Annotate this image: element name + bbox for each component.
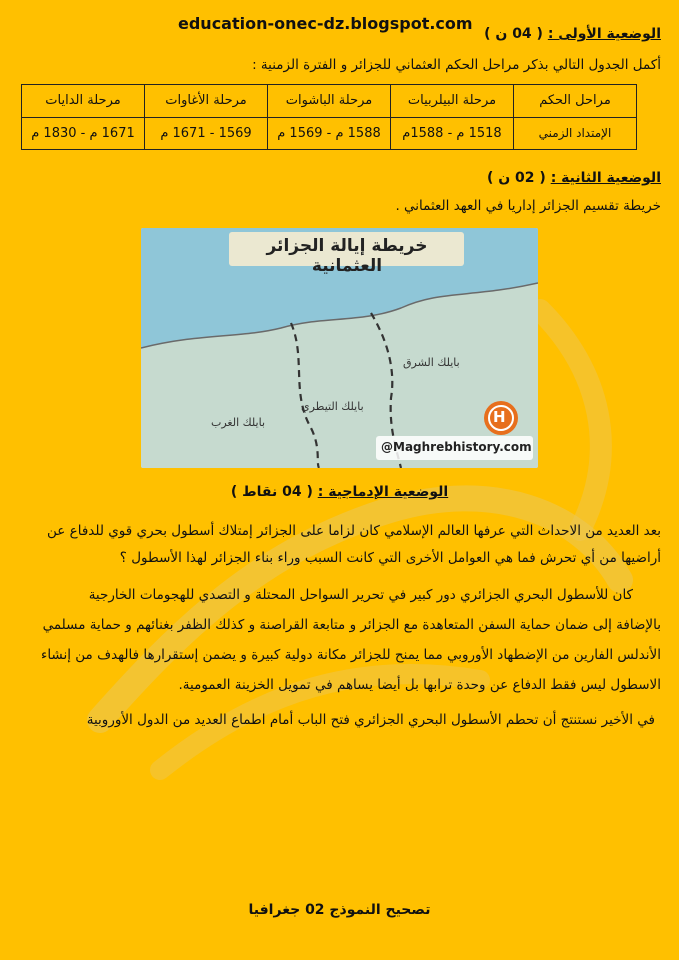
answer-line: الاسطول ليس فقط الدفاع عن وحدة ترابها بل أيضا يساهم في تمويل الخزينة العمومية. — [178, 677, 661, 693]
map-caption: خريطة تقسيم الجزائر إداريا في العهد العثماني . — [395, 198, 661, 214]
table-cell: 1569 - 1671 م — [145, 117, 268, 150]
map-logo: H — [493, 408, 506, 426]
table-cell: 1518 م - 1588م — [391, 117, 514, 150]
footer-title: تصحيح النموذج 02 جغرافيا — [248, 902, 431, 918]
map-title: خريطة إيالة الجزائر العثمانية — [266, 236, 428, 276]
map-label-titteri: بايلك التيطري — [301, 400, 364, 413]
section3-points: ( 04 نقاط ) — [230, 484, 313, 500]
map-credit: @Maghrebhistory.com — [381, 440, 532, 454]
section2-title: الوضعية الثانية : — [550, 170, 661, 186]
table-cell: الإمتداد الزمني — [514, 117, 637, 150]
table-cell: 1671 م - 1830 م — [22, 117, 145, 150]
periods-table — [21, 84, 637, 150]
map-label-east: بايلك الشرق — [403, 356, 460, 369]
section1-points: ( 04 ن ) — [484, 26, 543, 42]
section1-heading — [484, 26, 661, 42]
site-url: education-onec-dz.blogspot.com — [178, 14, 473, 33]
section3-answer — [16, 586, 661, 694]
table-cell: مرحلة البيلربيات — [391, 85, 514, 118]
table-row — [22, 85, 637, 118]
table-cell: مرحلة الباشوات — [268, 85, 391, 118]
table-cell: 1588 م - 1569 م — [268, 117, 391, 150]
table-row — [22, 117, 637, 150]
answer-line: الأندلس الفارين من الإضطهاد الأوروبي مما يمنح للجزائر مكانة دولية كبيرة و يضمن إستقرارها فالهدف من إنشاء — [40, 647, 661, 663]
section3-heading — [0, 484, 679, 500]
section3-intro — [16, 522, 661, 567]
table-cell: مراحل الحكم — [514, 85, 637, 118]
table-cell: مرحلة الأغاوات — [145, 85, 268, 118]
map-label-west: بايلك الغرب — [211, 416, 266, 429]
section1-title: الوضعية الأولى : — [547, 26, 661, 42]
section3-conclusion: في الأخير نستنتج أن تحطم الأسطول البحري الجزائري فتح الباب أمام اطماع العديد من الدول الأوروبية — [86, 712, 655, 728]
section3-title: الوضعية الإدماجية : — [317, 484, 449, 500]
answer-line: كان للأسطول البحري الجزائري دور كبير في تحرير السواحل المحتلة و التصدي للهجومات الخارجية — [88, 587, 633, 603]
intro-line: بعد العديد من الاحداث التي عرفها العالم الإسلامي كان لزاما على الجزائر إمتلاك أسطول بحري قوي للدفاع عن — [47, 523, 661, 539]
answer-line: بالإضافة إلى ضمان حماية السفن المتعاهدة مع الجزائر و متابعة القراصنة و كذلك الظفر بغنائهم و حماية مسلمي — [42, 617, 661, 633]
intro-line: أراضيها من أي تحرش فما هي العوامل الأخرى التي كانت السبب وراء بناء الجزائر لهذا الأسطول ؟ — [119, 550, 661, 566]
ottoman-algeria-map — [141, 228, 538, 468]
table-cell: مرحلة الدايات — [22, 85, 145, 118]
section1-instruction: أكمل الجدول التالي بذكر مراحل الحكم العثماني للجزائر و الفترة الزمنية : — [252, 57, 661, 73]
section2-points: ( 02 ن ) — [486, 170, 546, 186]
section2-heading — [487, 170, 661, 186]
